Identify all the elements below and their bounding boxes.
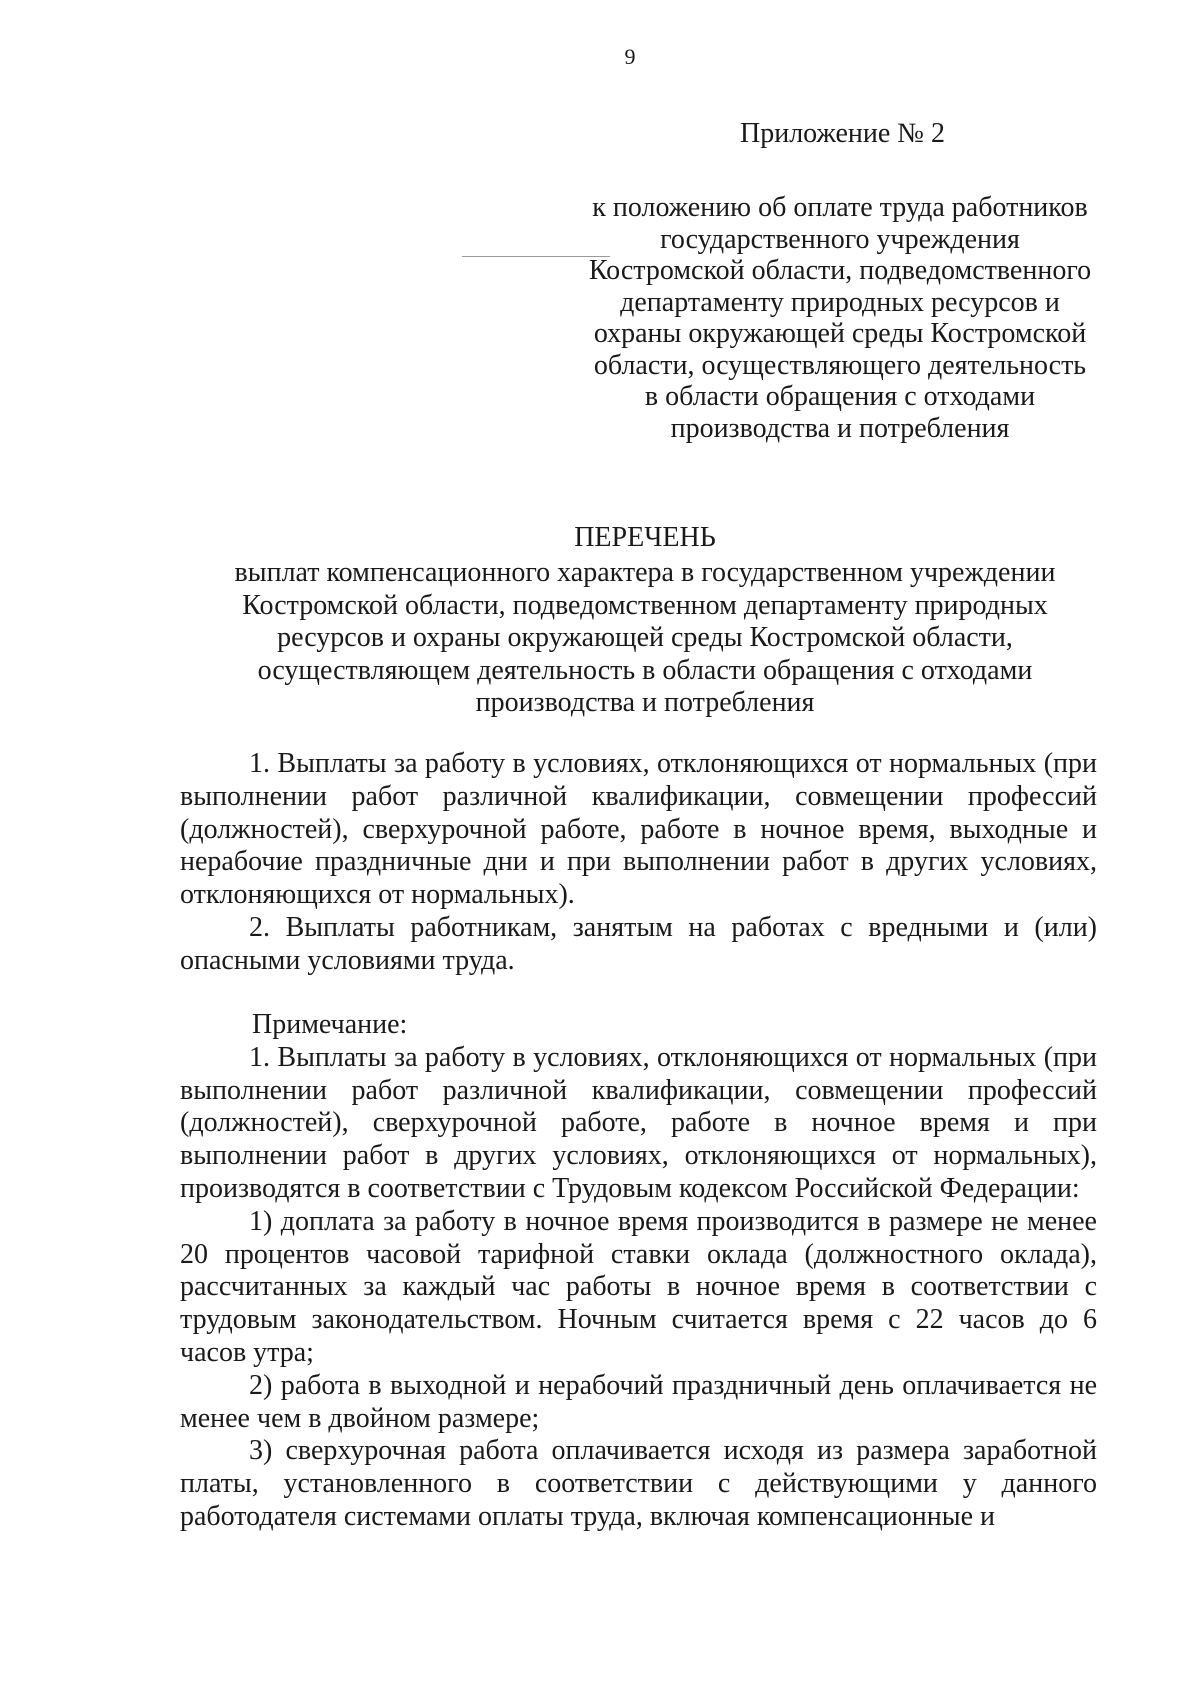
payment-list — [180, 748, 1097, 978]
document-title: ПЕРЕЧЕНЬ — [574, 522, 716, 553]
regulation-reference-line: охраны окружающей среды Костромской — [593, 318, 1087, 349]
regulation-reference-line: департаменту природных ресурсов и — [620, 286, 1060, 318]
regulation-reference-line: Костромской области, подведомственного — [588, 255, 1092, 286]
document-subtitle-line: Костромской области, подведомственном департаменту природных — [242, 589, 1048, 621]
note-paragraph: 3) сверхурочная работа оплачивается исходя из размера заработной платы, установленного в соответствии с действующими у данного работодателя системами оплаты труда, включая компенсационные и — [180, 1435, 1097, 1532]
list-item: 2. Выплаты работникам, занятым на работах с вредными и (или) опасными условиями труда. — [180, 911, 1097, 976]
note-paragraph: 2) работа в выходной и нерабочий праздничный день оплачивается не менее чем в двойном размере; — [180, 1369, 1097, 1434]
regulation-reference — [580, 192, 1100, 444]
document-subtitle-line: ресурсов и охраны окружающей среды Костромской области, — [277, 622, 1013, 653]
list-item: 1. Выплаты за работу в условиях, отклоняющихся от нормальных (при выполнении работ различной квалификации, совмещении профессий (должностей), сверхурочной работе, работе в ночное время, выходные и нерабочие праздничные дни и при выполнении работ в других условиях, отклоняющихся от нормальных). — [180, 748, 1097, 911]
regulation-reference-line: производства и потребления — [670, 412, 1010, 444]
document-subtitle-line: осуществляющем деятельность в области обращения с отходами — [257, 654, 1033, 686]
note-paragraph: 1. Выплаты за работу в условиях, отклоняющихся от нормальных (при выполнении работ различной квалификации, совмещении профессий (должностей), сверхурочной работе, работе в ночное время и при выполнении работ в других условиях, отклоняющихся от нормальных), производятся в соответствии с Трудовым кодексом Российской Федерации: — [180, 1041, 1097, 1204]
appendix-label: Приложение № 2 — [740, 118, 945, 149]
regulation-reference-line: в области обращения с отходами — [644, 381, 1036, 412]
regulation-reference-line: государственного учреждения — [660, 223, 1020, 255]
regulation-reference-line: области, осуществляющего деятельность — [593, 349, 1087, 381]
regulation-reference-line: к положению об оплате труда работников — [592, 192, 1088, 223]
note-section — [180, 1009, 1097, 1534]
note-paragraph: 1) доплата за работу в ночное время производится в размере не менее 20 процентов часовой тарифной ставки оклада (должностного оклада), рассчитанных за каждый час работы в ночное время в соответствии с трудовым законодательством. Ночным считается время с 22 часов до 6 часов утра; — [180, 1205, 1097, 1368]
note-heading: Примечание: — [252, 1009, 408, 1040]
document-subtitle — [200, 557, 1090, 720]
document-subtitle-line: производства и потребления — [475, 687, 815, 718]
document-subtitle-line: выплат компенсационного характера в государственном учреждении — [234, 557, 1056, 588]
page-number: 9 — [624, 44, 636, 69]
